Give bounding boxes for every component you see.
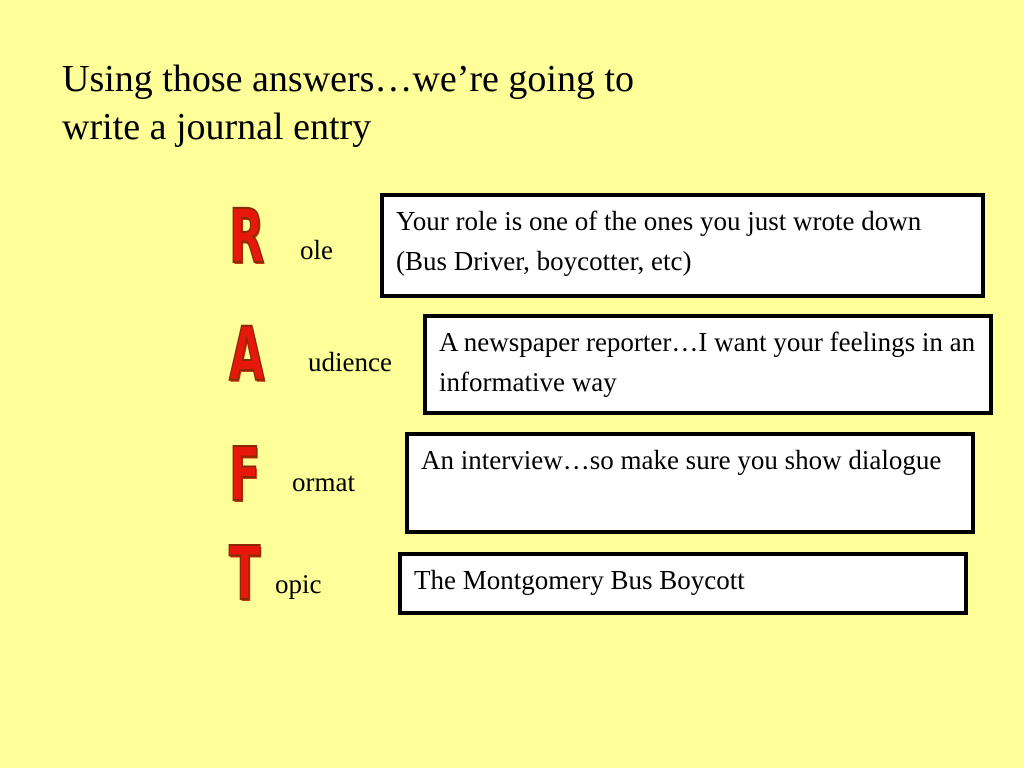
raft-suffix-format: ormat bbox=[292, 467, 355, 497]
raft-letter-t: T bbox=[229, 531, 261, 617]
raft-letter-a: A bbox=[229, 312, 265, 398]
raft-box-role: Your role is one of the ones you just wrote down (Bus Driver, boycotter, etc) bbox=[380, 193, 985, 298]
raft-suffix-role: ole bbox=[300, 235, 333, 265]
raft-box-topic: The Montgomery Bus Boycott bbox=[398, 552, 968, 615]
raft-box-format: An interview…so make sure you show dialogue bbox=[405, 432, 975, 534]
raft-box-audience: A newspaper reporter…I want your feelings in an informative way bbox=[423, 314, 993, 415]
slide-title-line-2: write a journal entry bbox=[62, 106, 372, 148]
slide-title-line-1: Using those answers…we’re going to bbox=[62, 58, 635, 100]
raft-letter-f: F bbox=[229, 432, 261, 518]
raft-letter-r: R bbox=[229, 194, 265, 280]
raft-suffix-audience: udience bbox=[308, 347, 392, 377]
raft-suffix-topic: opic bbox=[275, 569, 322, 599]
slide-title bbox=[62, 55, 822, 151]
